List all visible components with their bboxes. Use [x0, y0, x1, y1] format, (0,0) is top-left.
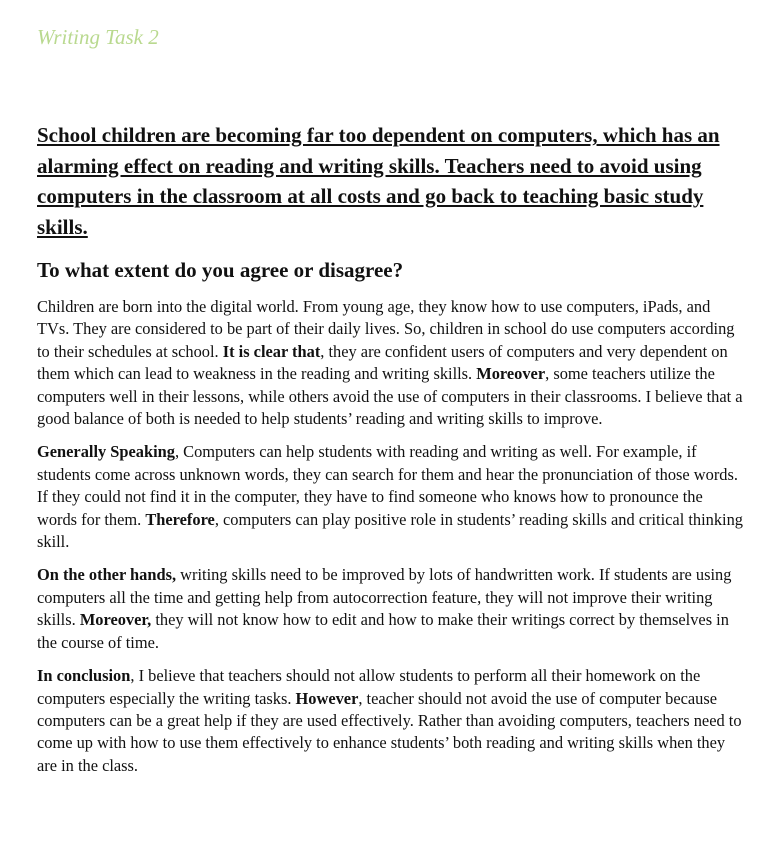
text-run: writing skills need to be improved by lots of handwritten work. If students are using computers all the time and getting help from autocorrection feature, they will not improve their writing skills.: [37, 565, 732, 630]
text-run: , teacher should not avoid the use of computer because computers can be a great help if they are used effectively. Rather than avoiding computers, teachers need to come up with how to use them effectively to enhance students’ both reading and writing skills when they are in the class.: [37, 688, 742, 775]
task-label: Writing Task 2: [37, 25, 159, 49]
bold-phrase: On the other hands,: [37, 565, 177, 585]
bold-phrase: Therefore: [145, 509, 215, 529]
text-run: , computers can play positive role in students’ reading skills and critical thinking skill.: [37, 509, 744, 552]
essay-paragraph-body-2: [37, 564, 745, 654]
text-run: Children are born into the digital world. From young age, they know how to use computers, iPads, and TVs. They are considered to be part of their daily lives. So, children in school do use computers according to their schedules at school.: [37, 297, 735, 361]
essay-paragraph-conclusion: [37, 665, 745, 777]
bold-phrase: It is clear that: [222, 341, 321, 361]
essay-paragraph-introduction: [37, 296, 745, 430]
prompt-statement: School children are becoming far too dependent on computers, which has an alarming effect on reading and writing skills. Teachers need to avoid using computers in the classroom at all costs and go back to teaching basic study skills.: [37, 123, 720, 239]
text-run: they will not know how to edit and how to make their writings correct by themselves in the course of time.: [37, 610, 729, 652]
bold-phrase: In conclusion: [37, 666, 131, 686]
text-run: , some teachers utilize the computers well in their lessons, while others avoid the use of computers in their classrooms. I believe that a good balance of both is needed to help students’ reading and writing skills to improve.: [37, 364, 743, 429]
text-run: , they are confident users of computers and very dependent on them which can lead to weakness in the reading and writing skills.: [37, 341, 728, 384]
bold-phrase: Generally Speaking: [37, 442, 175, 462]
bold-phrase: However: [295, 688, 359, 708]
prompt-question: To what extent do you agree or disagree?: [37, 258, 404, 282]
text-run: , Computers can help students with reading and writing as well. For example, if students come across unknown words, they can search for them and hear the pronunciation of those words. If they could not find it in the computer, they have to find someone who knows how to pronounce the words for them.: [37, 442, 738, 529]
essay-paragraph-body-1: [37, 441, 745, 553]
bold-phrase: Moreover,: [79, 610, 152, 630]
bold-phrase: Moreover: [476, 364, 546, 384]
essay-body: [37, 296, 745, 788]
text-run: , I believe that teachers should not allow students to perform all their homework on the computers especially the writing tasks.: [37, 666, 701, 708]
